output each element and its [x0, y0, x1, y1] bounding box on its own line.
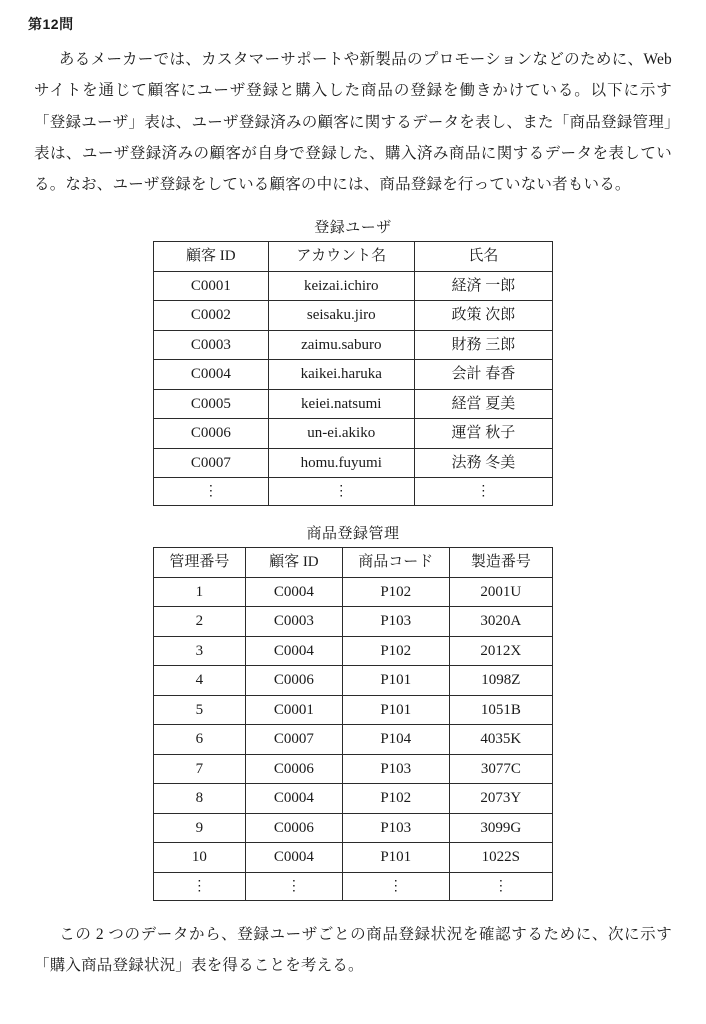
table-row [154, 725, 553, 755]
cell: 9 [154, 813, 246, 843]
registered-users-table [153, 241, 553, 506]
cell: P102 [342, 784, 449, 814]
users-col-customer-id: 顧客 ID [154, 242, 269, 272]
cell: C0004 [245, 577, 342, 607]
table-row [154, 419, 553, 449]
table-row [154, 784, 553, 814]
cell: 6 [154, 725, 246, 755]
cell: ⋮ [449, 872, 552, 900]
cell: homu.fuyumi [268, 448, 414, 478]
cell: 2 [154, 607, 246, 637]
cell: kaikei.haruka [268, 360, 414, 390]
cell: 8 [154, 784, 246, 814]
products-col-serial-number: 製造番号 [449, 548, 552, 578]
cell: 政策 次郎 [414, 301, 552, 331]
cell: 2073Y [449, 784, 552, 814]
cell: 1022S [449, 843, 552, 873]
users-col-full-name: 氏名 [414, 242, 552, 272]
users-table-caption: 登録ユーザ [314, 220, 392, 237]
cell: C0001 [245, 695, 342, 725]
cell: 5 [154, 695, 246, 725]
cell: ⋮ [154, 478, 269, 506]
product-registration-table [153, 547, 553, 901]
products-table-body [154, 577, 553, 900]
cell: 会計 春香 [414, 360, 552, 390]
cell: P101 [342, 843, 449, 873]
cell: 法務 冬美 [414, 448, 552, 478]
cell: 3020A [449, 607, 552, 637]
table-row [154, 389, 553, 419]
cell: C0005 [154, 389, 269, 419]
cell: P103 [342, 607, 449, 637]
cell: P103 [342, 813, 449, 843]
cell: C0004 [245, 843, 342, 873]
cell: C0002 [154, 301, 269, 331]
users-table-body [154, 271, 553, 506]
table-row [154, 301, 553, 331]
cell: C0004 [245, 784, 342, 814]
cell: P104 [342, 725, 449, 755]
products-table-block [28, 522, 678, 901]
table-row-ellipsis [154, 872, 553, 900]
question-number: 第12問 [28, 16, 74, 32]
products-table-caption: 商品登録管理 [306, 526, 400, 543]
cell: C0006 [245, 754, 342, 784]
cell: 1098Z [449, 666, 552, 696]
cell: 3099G [449, 813, 552, 843]
products-table-head [154, 548, 553, 578]
cell: P102 [342, 636, 449, 666]
intro-paragraph [28, 44, 678, 200]
cell: C0006 [245, 813, 342, 843]
cell: ⋮ [268, 478, 414, 506]
products-col-product-code: 商品コード [342, 548, 449, 578]
cell: 2012X [449, 636, 552, 666]
table-row [154, 360, 553, 390]
cell: 2001U [449, 577, 552, 607]
table-row [154, 813, 553, 843]
cell: seisaku.jiro [268, 301, 414, 331]
intro-paragraph-text: あるメーカーでは、カスタマーサポートや新製品のプロモーションなどのために、Web サイトを通じて顧客にユーザ登録と購入した商品の登録を働きかけている。以下に示す「登録ユーザ」表は、ユーザ登録済みの顧客に関するデータを表し、また「商品登録管理」表は、ユーザ登録済みの顧客が自身で登録した、購入済み商品に関するデータを表している。なお、ユーザ登録をしている顧客の中には、商品登録を行っていない者もいる。 [34, 51, 672, 194]
cell: keiei.natsumi [268, 389, 414, 419]
cell: ⋮ [154, 872, 246, 900]
cell: 10 [154, 843, 246, 873]
table-row [154, 843, 553, 873]
table-row [154, 607, 553, 637]
cell: C0004 [245, 636, 342, 666]
table-row [154, 448, 553, 478]
cell: 経済 一郎 [414, 271, 552, 301]
cell: C0006 [154, 419, 269, 449]
table-row [154, 577, 553, 607]
cell: 経営 夏美 [414, 389, 552, 419]
table-row [154, 695, 553, 725]
cell: C0003 [245, 607, 342, 637]
table-header-row [154, 242, 553, 272]
cell: zaimu.saburo [268, 330, 414, 360]
cell: P103 [342, 754, 449, 784]
outro-paragraph [28, 919, 678, 982]
table-row [154, 271, 553, 301]
cell: 7 [154, 754, 246, 784]
cell: P101 [342, 695, 449, 725]
table-row [154, 330, 553, 360]
products-col-customer-id: 顧客 ID [245, 548, 342, 578]
table-header-row [154, 548, 553, 578]
cell: ⋮ [414, 478, 552, 506]
cell: 運営 秋子 [414, 419, 552, 449]
table-row [154, 754, 553, 784]
cell: P102 [342, 577, 449, 607]
cell: C0007 [245, 725, 342, 755]
table-row [154, 666, 553, 696]
cell: 4035K [449, 725, 552, 755]
cell: C0004 [154, 360, 269, 390]
table-row-ellipsis [154, 478, 553, 506]
cell: ⋮ [245, 872, 342, 900]
outro-paragraph-text: この 2 つのデータから、登録ユーザごとの商品登録状況を確認するために、次に示す「購入商品登録状況」表を得ることを考える。 [34, 925, 672, 975]
cell: C0007 [154, 448, 269, 478]
products-col-management-number: 管理番号 [154, 548, 246, 578]
users-table-block [28, 216, 678, 506]
cell: C0003 [154, 330, 269, 360]
cell: 1051B [449, 695, 552, 725]
cell: keizai.ichiro [268, 271, 414, 301]
cell: C0006 [245, 666, 342, 696]
cell: 3 [154, 636, 246, 666]
cell: C0001 [154, 271, 269, 301]
cell: P101 [342, 666, 449, 696]
cell: 4 [154, 666, 246, 696]
cell: 財務 三郎 [414, 330, 552, 360]
users-col-account-name: アカウント名 [268, 242, 414, 272]
cell: ⋮ [342, 872, 449, 900]
users-table-head [154, 242, 553, 272]
cell: 3077C [449, 754, 552, 784]
table-row [154, 636, 553, 666]
cell: 1 [154, 577, 246, 607]
cell: un-ei.akiko [268, 419, 414, 449]
